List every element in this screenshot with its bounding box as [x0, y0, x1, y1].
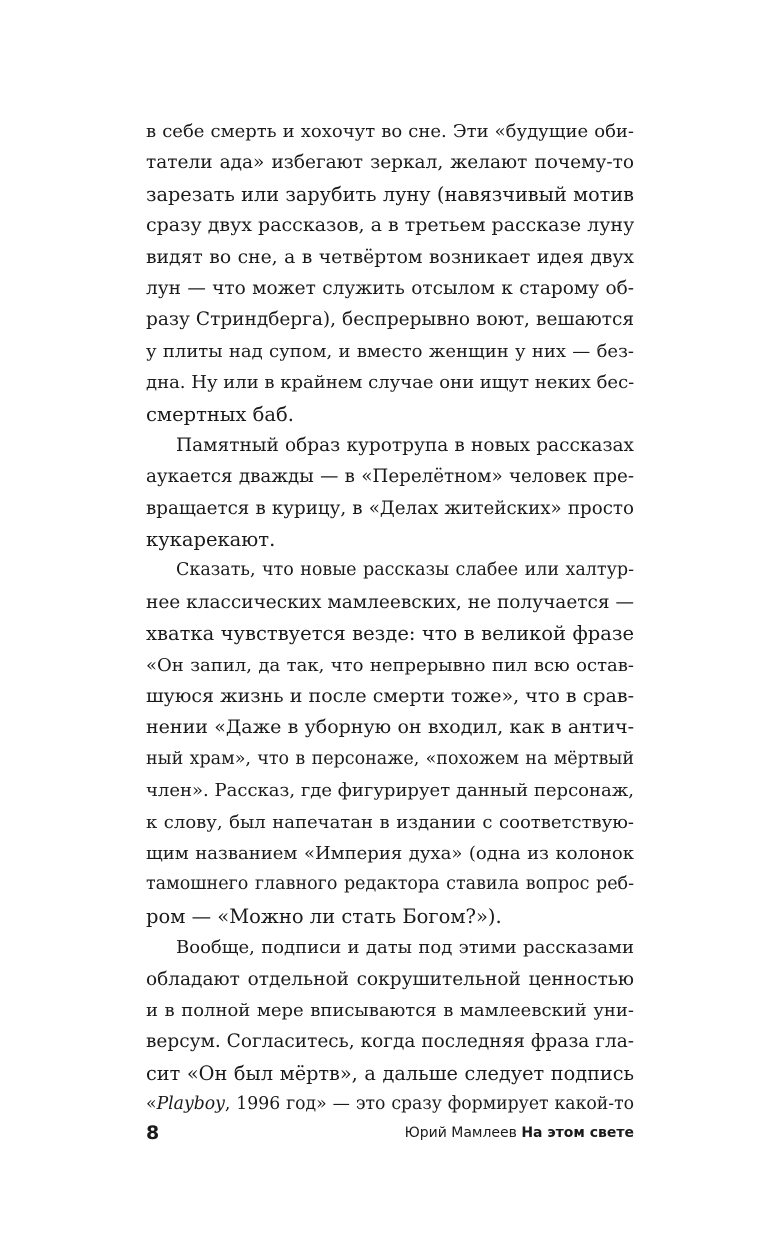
running-head-author: Юрий Мамлеев: [404, 1125, 517, 1141]
text-line: кукарекают.: [146, 528, 276, 552]
final-quote-open: «: [146, 1094, 157, 1115]
text-line: вращается в курицу, в «Делах житейских» просто: [146, 497, 634, 519]
text-line: видят во сне, а в четвёртом возникает идея двух: [146, 246, 634, 268]
text-line: ром — «Можно ли стать Богом?»).: [146, 904, 502, 928]
body-text: [146, 116, 634, 1121]
text-line: хватка чувствуется везде: что в великой фразе: [146, 622, 634, 646]
text-line: Вообще, подписи и даты под этими рассказами: [176, 937, 634, 959]
text-line: дна. Ну или в крайнем случае они ищут неких бес-: [146, 372, 635, 394]
running-head-title: На этом свете: [521, 1125, 634, 1141]
italic-title: Playboy: [156, 1094, 225, 1115]
text-line: к слову, был напечатан в издании с соответствую-: [146, 811, 634, 833]
text-line: смертных баб.: [146, 402, 294, 426]
text-line: шуюся жизнь и после смерти тоже», что в срав-: [146, 685, 634, 708]
running-head: [405, 1118, 634, 1148]
text-line: аукается дважды — в «Перелётном» человек пре-: [146, 466, 634, 488]
text-line: Памятный образ куротрупа в новых рассказах: [176, 434, 634, 456]
text-line: зарезать или зарубить луну (навязчивый мотив: [146, 182, 634, 206]
final-line-rest: , 1996 год» — это сразу формирует какой-то: [224, 1094, 634, 1115]
text-line: сит «Он был мёртв», а дальше следует подпись: [146, 1061, 634, 1085]
text-line: сразу двух рассказов, а в третьем рассказе луну: [146, 214, 635, 237]
text-line: «Он запил, да так, что непрерывно пил всю остав-: [146, 654, 634, 676]
text-line: тамошнего главного редактора ставила вопрос реб-: [146, 874, 634, 895]
text-line-final: [146, 1089, 634, 1120]
text-line: татели ада» избегают зеркал, желают почему-то: [146, 152, 634, 174]
text-line: в себе смерть и хохочут во сне. Эти «будущие оби-: [146, 121, 634, 142]
text-line: член». Рассказ, где фигурирует данный персонаж,: [146, 780, 634, 802]
text-line: у плиты над супом, и вместо женщин у них — без-: [146, 340, 634, 362]
text-line: версум. Согласитесь, когда последняя фраза гла-: [146, 1031, 634, 1053]
text-line: и в полной мере вписываются в мамлеевский уни-: [146, 999, 634, 1021]
text-line: нее классических мамлеевских, не получается —: [146, 591, 634, 613]
text-line: щим названием «Империя духа» (одна из колонок: [146, 842, 634, 864]
page-number: 8: [146, 1122, 160, 1144]
text-line: нении «Даже в уборную он входил, как в антич-: [146, 716, 634, 739]
text-line: лун — что может служить отсылом к старому об-: [146, 277, 634, 299]
text-line: разу Стриндберга), беспрерывно воют, вешаются: [146, 309, 634, 331]
page-footer: [146, 1118, 634, 1148]
text-line: ный храм», что в персонаже, «похожем на мёртвый: [146, 748, 634, 769]
text-line: Сказать, что новые рассказы слабее или халтур-: [176, 560, 634, 581]
text-line: обладают отдельной сокрушительной ценностью: [146, 968, 634, 990]
